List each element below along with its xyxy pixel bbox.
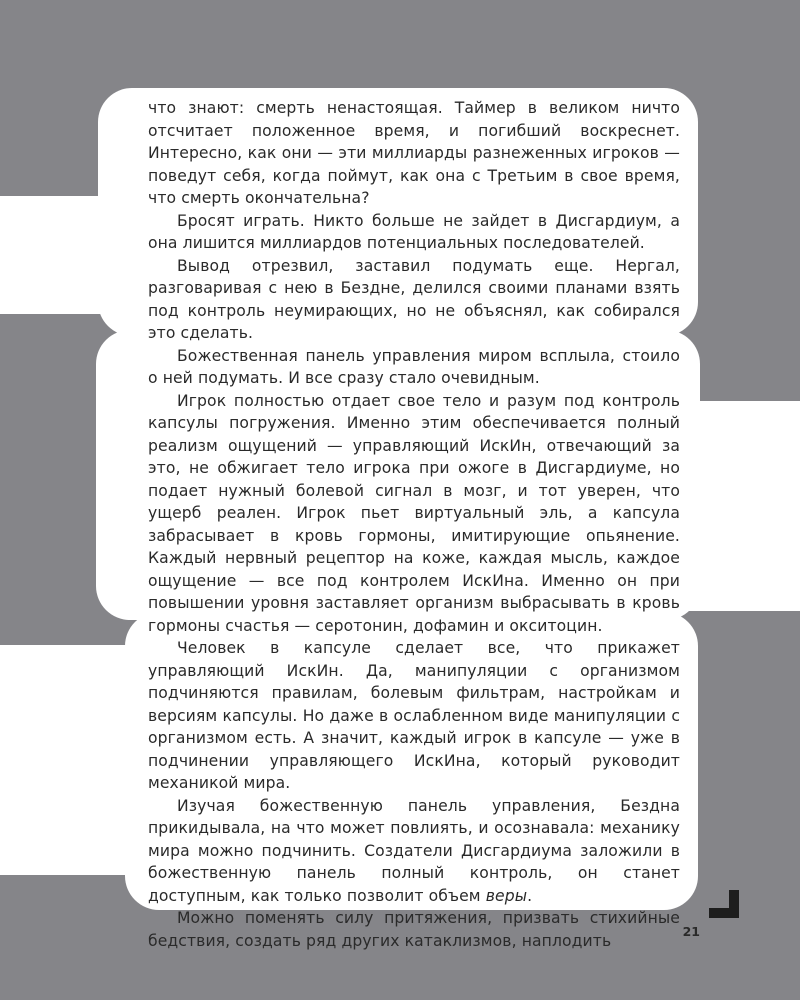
body-text	[148, 97, 680, 952]
paragraph-2: Бросят играть. Никто больше не зайдет в Дисгардиум, а она лишится миллиардов потенциальных последователей.	[148, 211, 680, 252]
paragraph-8: Можно поменять силу притяжения, призвать стихийные бедствия, создать ряд других катаклизмов, наплодить	[148, 909, 680, 950]
corner-bracket-icon	[709, 890, 739, 918]
paragraph-1: что знают: смерть ненастоящая. Таймер в великом ничто отсчитает положенное время, и погибший воскреснет. Интересно, как они — эти миллиарды разнеженных игроков — поведут себя, когда поймут, как она с Третьим в свое время, что смерть окончательна?	[148, 99, 680, 207]
paragraph-3: Вывод отрезвил, заставил подумать еще. Нергал, разговаривая с нею в Бездне, делился своими планами взять под контроль неумирающих, но не объяснял, как собирался это сделать.	[148, 256, 680, 342]
text-panel-left-tab	[0, 196, 130, 314]
paragraph-5: Игрок полностью отдает свое тело и разум под контроль капсулы погружения. Именно этим обеспечивается полный реализм ощущений — управляющий ИскИн, отвечающий за это, не обжигает тело игрока при ожоге в Дисгардиуме, но подает нужный болевой сигнал в мозг, и тот уверен, что ущерб реален. Игрок пьет виртуальный эль, а капсула забрасывает в кровь гормоны, имитирующие опьянение. Каждый нервный рецептор на коже, каждая мысль, каждое ощущение — все под контролем ИскИна. Именно он при повышении уровня заставляет организм выбрасывать в кровь гормоны счастья — серотонин, дофамин и окситоцин.	[148, 391, 680, 635]
text-panel-bottom-left-tab	[0, 645, 160, 875]
page-number: 21	[682, 924, 700, 939]
paragraph-7	[148, 795, 680, 908]
paragraph-6: Человек в капсуле сделает все, что прикажет управляющий ИскИн. Да, манипуляции с организмом подчиняются правилам, болевым фильтрам, настройкам и версиям капсулы. Но даже в ослабленном виде манипуляции с организмом есть. А значит, каждый игрок в капсуле — уже в подчинении управляющего ИскИна, который руководит механикой мира.	[148, 639, 680, 792]
paragraph-7-text: Изучая божественную панель управления, Бездна прикидывала, на что может повлиять, и осознавала: механику мира можно подчинить. Создатели Дисгардиума заложили в божественную панель полный контроль, он станет доступным, как только позволит объем	[148, 796, 680, 905]
paragraph-7-emphasis: веры	[485, 886, 528, 905]
paragraph-7-tail: .	[527, 886, 533, 905]
paragraph-4: Божественная панель управления миром всплыла, стоило о ней подумать. И все сразу стало очевидным.	[148, 346, 680, 387]
